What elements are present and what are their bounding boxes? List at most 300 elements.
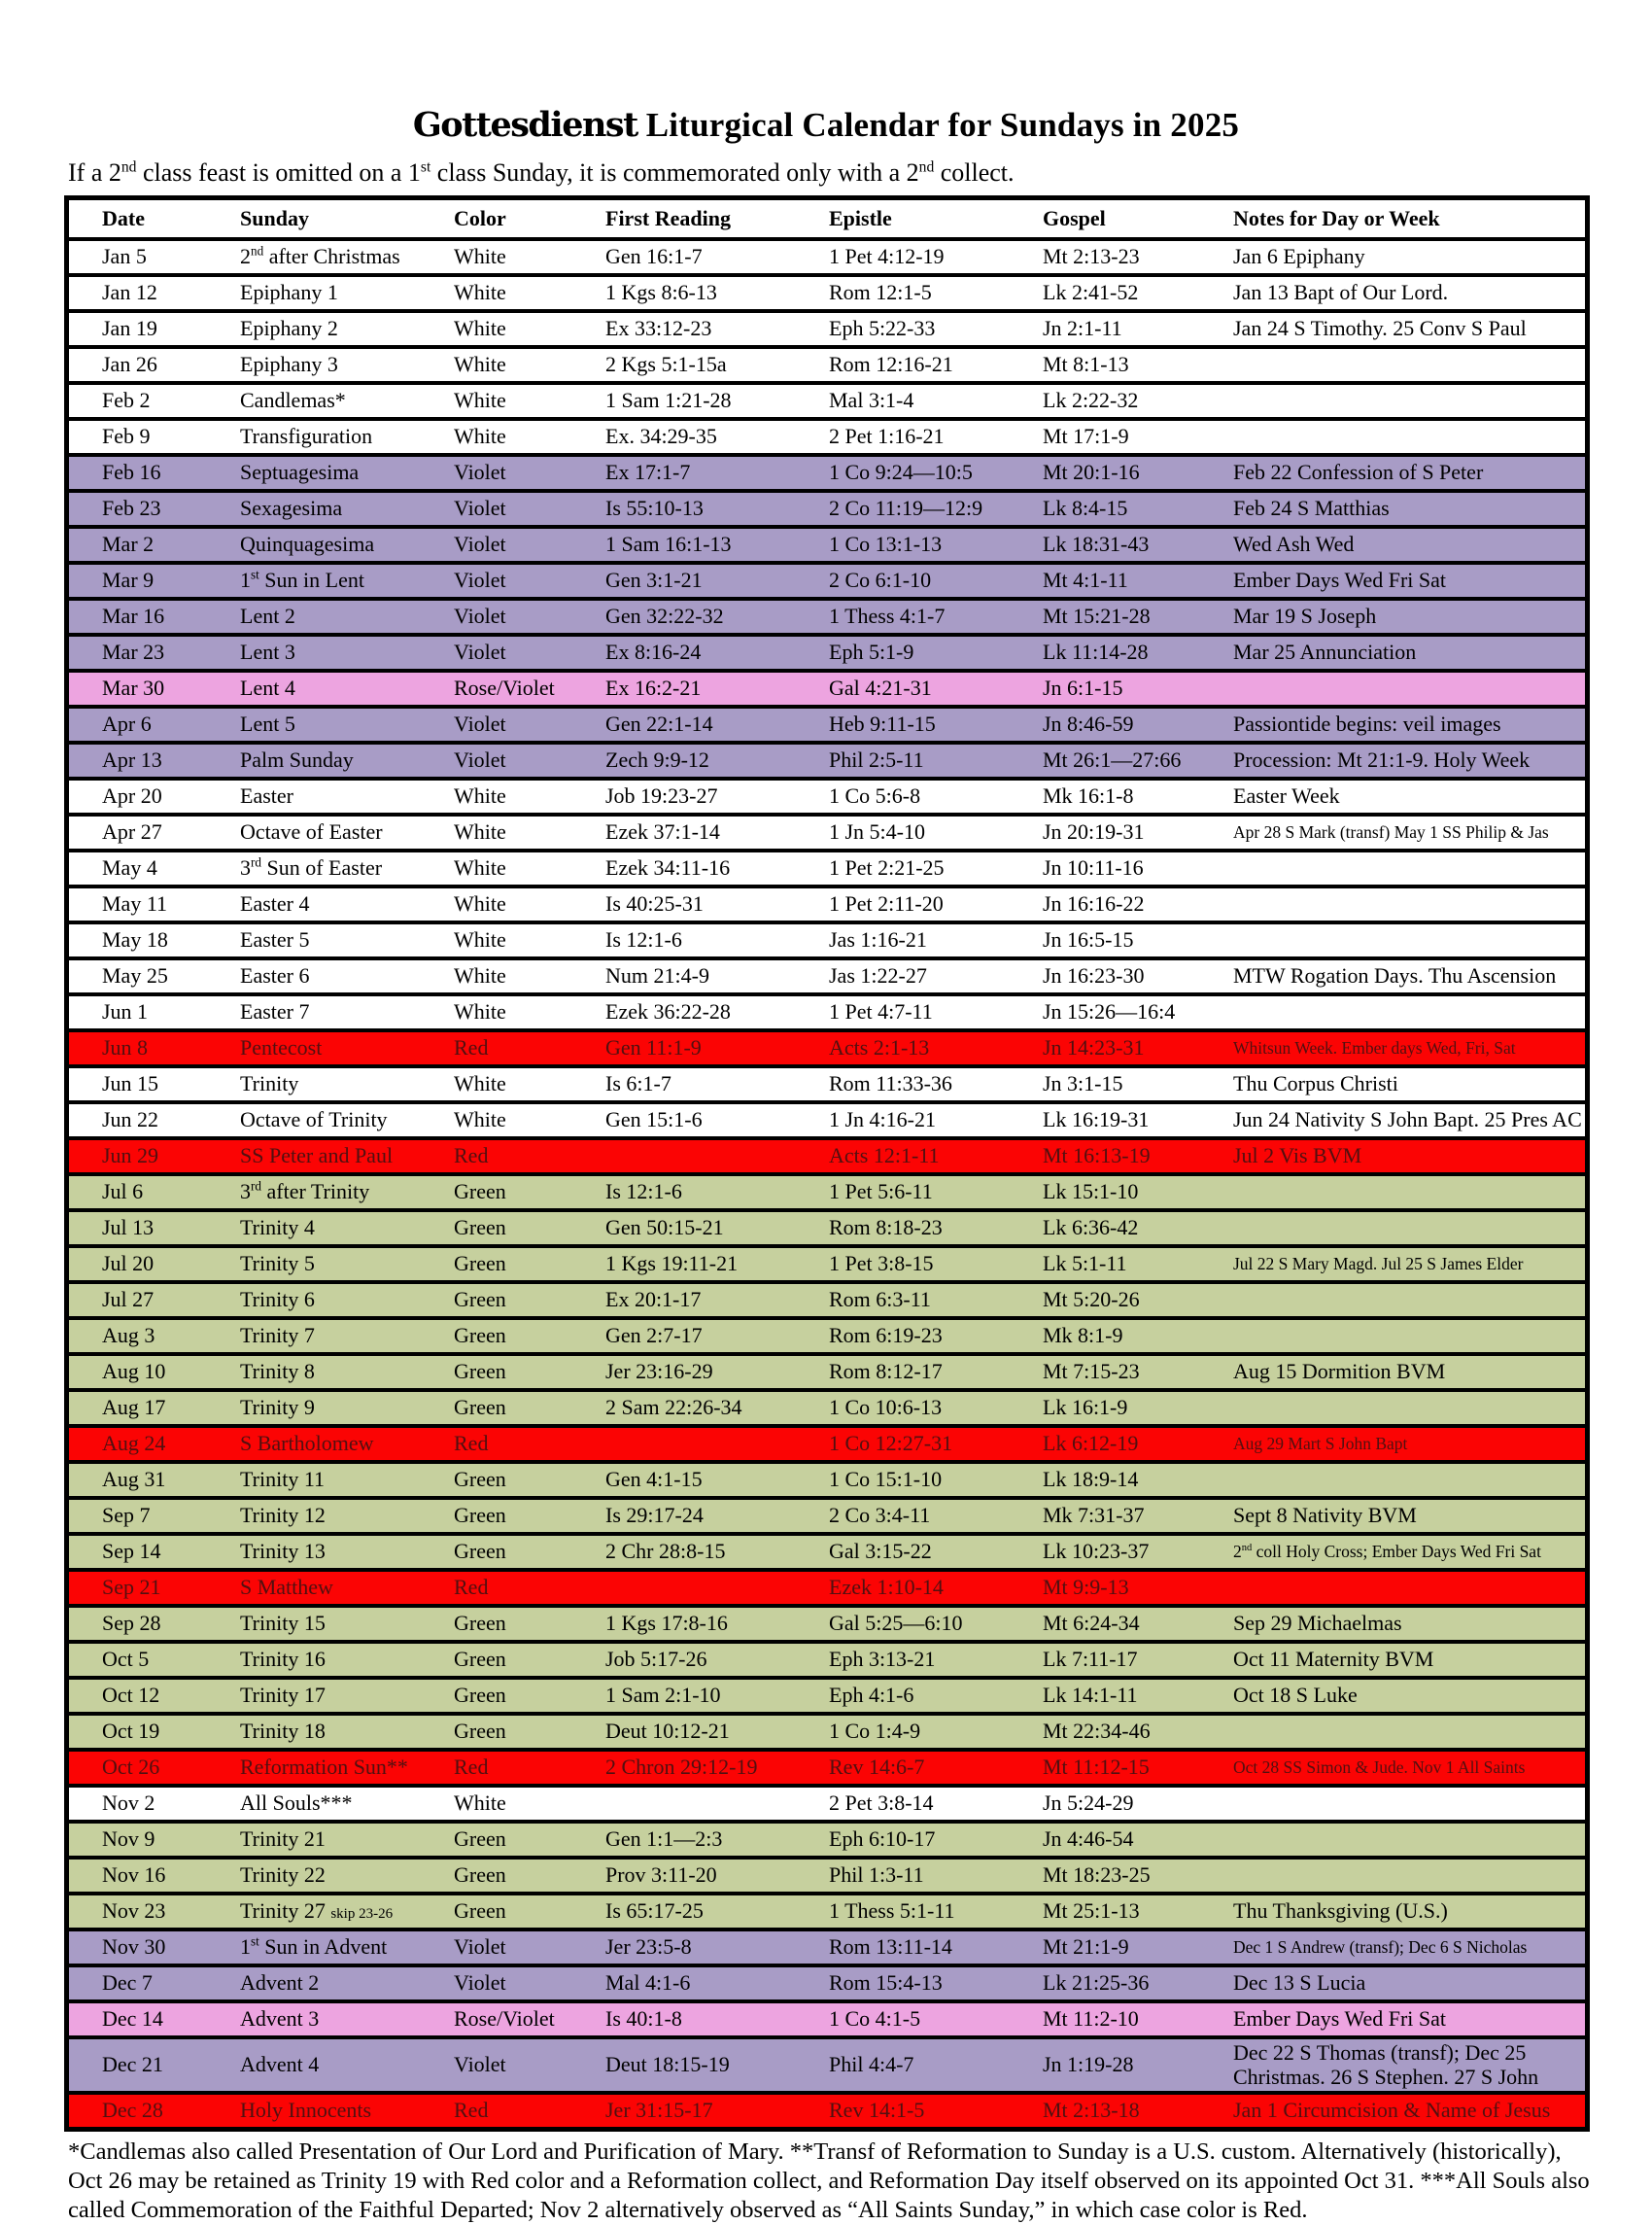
color-cell: White — [454, 963, 506, 989]
first-reading-cell: Is 12:1-6 — [605, 927, 682, 953]
sunday-cell: Sexagesima — [240, 496, 343, 521]
table-row — [67, 671, 1588, 707]
date-cell: Oct 12 — [102, 1683, 160, 1708]
sunday-cell: Trinity 27 skip 23-26 — [240, 1898, 394, 1924]
date-cell: Jul 13 — [102, 1215, 155, 1240]
col-header-color: Color — [454, 205, 506, 230]
first-reading-cell: Is 6:1-7 — [605, 1071, 671, 1096]
color-cell: Violet — [454, 1934, 506, 1960]
gospel-cell: Jn 3:1-15 — [1043, 1071, 1123, 1096]
sunday-cell: Trinity 8 — [240, 1359, 315, 1384]
date-cell: Jun 22 — [102, 1107, 159, 1132]
table-row — [67, 994, 1588, 1030]
table-row — [67, 1858, 1588, 1894]
epistle-cell: Eph 5:1-9 — [829, 640, 914, 665]
notes-cell: Oct 28 SS Simon & Jude. Nov 1 All Saints — [1233, 1756, 1526, 1777]
date-cell: Dec 21 — [102, 2052, 163, 2077]
first-reading-cell: Gen 2:7-17 — [605, 1323, 703, 1348]
date-cell: May 25 — [102, 963, 168, 989]
epistle-cell: Rom 8:18-23 — [829, 1215, 943, 1240]
epistle-cell: Rom 12:1-5 — [829, 280, 932, 305]
first-reading-cell — [600, 1426, 823, 1462]
date-cell: Aug 31 — [102, 1467, 166, 1492]
sunday-cell: Epiphany 2 — [240, 316, 338, 341]
first-reading-cell: Ezek 34:11-16 — [605, 855, 731, 881]
gospel-cell: Lk 14:1-11 — [1043, 1683, 1138, 1708]
gospel-cell: Lk 6:12-19 — [1043, 1431, 1139, 1456]
date-cell: Sep 28 — [102, 1611, 161, 1636]
gospel-cell: Lk 6:36-42 — [1043, 1215, 1139, 1240]
color-cell: Green — [454, 1467, 506, 1492]
header-row — [67, 198, 1588, 240]
first-reading-cell: Gen 11:1-9 — [605, 1035, 702, 1060]
epistle-cell: 1 Co 15:1-10 — [829, 1467, 943, 1492]
notes-cell: Aug 29 Mart S John Bapt — [1233, 1433, 1408, 1453]
table-row — [67, 347, 1588, 383]
notes-cell: MTW Rogation Days. Thu Ascension — [1233, 963, 1557, 989]
first-reading-cell: 2 Sam 22:26-34 — [605, 1395, 742, 1420]
notes-cell — [1227, 851, 1588, 887]
table-row — [67, 419, 1588, 455]
gospel-cell: Jn 16:16-22 — [1043, 891, 1145, 917]
date-cell: May 18 — [102, 927, 168, 953]
color-cell: White — [454, 999, 506, 1025]
epistle-cell: Gal 4:21-31 — [829, 676, 932, 701]
date-cell: Jul 6 — [102, 1179, 144, 1204]
table-row — [67, 1750, 1588, 1786]
notes-cell — [1227, 347, 1588, 383]
notes-cell — [1227, 1462, 1588, 1498]
notes-cell: Sept 8 Nativity BVM — [1233, 1503, 1417, 1528]
date-cell: Apr 20 — [102, 783, 162, 809]
first-reading-cell: 1 Kgs 17:8-16 — [605, 1611, 728, 1636]
notes-cell — [1227, 1570, 1588, 1606]
first-reading-cell: Ezek 37:1-14 — [605, 819, 720, 845]
sunday-cell: Trinity — [240, 1071, 299, 1096]
epistle-cell: Phil 2:5-11 — [829, 747, 924, 773]
epistle-cell: Acts 12:1-11 — [829, 1143, 940, 1168]
epistle-cell: Ezek 1:10-14 — [829, 1575, 944, 1600]
notes-cell: Easter Week — [1233, 783, 1340, 809]
date-cell: Sep 14 — [102, 1539, 161, 1564]
epistle-cell: 2 Co 11:19—12:9 — [829, 496, 983, 521]
table-row — [67, 491, 1588, 527]
table-row — [67, 887, 1588, 922]
gospel-cell: Mt 15:21-28 — [1043, 604, 1151, 629]
color-cell: White — [454, 891, 506, 917]
table-row — [67, 1246, 1588, 1282]
sunday-cell: Trinity 9 — [240, 1395, 315, 1420]
color-cell: White — [454, 1107, 506, 1132]
sunday-cell: Octave of Easter — [240, 819, 383, 845]
color-cell: Green — [454, 1359, 506, 1384]
color-cell: White — [454, 280, 506, 305]
first-reading-cell: Zech 9:9-12 — [605, 747, 709, 773]
notes-cell: Jul 2 Vis BVM — [1233, 1143, 1362, 1168]
first-reading-cell — [600, 1786, 823, 1822]
gospel-cell: Mt 17:1-9 — [1043, 424, 1129, 449]
notes-cell: Wed Ash Wed — [1233, 532, 1355, 557]
epistle-cell: Rom 11:33-36 — [829, 1071, 952, 1096]
sunday-cell: Trinity 11 — [240, 1467, 326, 1492]
color-cell: Violet — [454, 640, 506, 665]
color-cell: Rose/Violet — [454, 2006, 555, 2032]
first-reading-cell: Is 40:25-31 — [605, 891, 704, 917]
sunday-cell: Advent 4 — [240, 2052, 320, 2077]
sunday-cell: Trinity 15 — [240, 1611, 326, 1636]
gospel-cell: Mt 11:2-10 — [1043, 2006, 1139, 2032]
color-cell: Violet — [454, 747, 506, 773]
notes-cell: Sep 29 Michaelmas — [1233, 1611, 1402, 1636]
color-cell: Violet — [454, 532, 506, 557]
epistle-cell: Rom 15:4-13 — [829, 1970, 943, 1996]
notes-cell: Ember Days Wed Fri Sat — [1233, 568, 1447, 593]
color-cell: Green — [454, 1683, 506, 1708]
epistle-cell: 1 Co 1:4-9 — [829, 1719, 921, 1744]
gospel-cell: Lk 18:9-14 — [1043, 1467, 1139, 1492]
notes-cell: Aug 15 Dormition BVM — [1233, 1359, 1446, 1384]
notes-cell: Procession: Mt 21:1-9. Holy Week — [1233, 747, 1531, 773]
color-cell: White — [454, 855, 506, 881]
table-row — [67, 779, 1588, 815]
sunday-cell: Lent 3 — [240, 640, 295, 665]
date-cell: Jan 26 — [102, 352, 157, 377]
first-reading-cell — [600, 1570, 823, 1606]
date-cell: Nov 30 — [102, 1934, 166, 1960]
sunday-cell: Octave of Trinity — [240, 1107, 388, 1132]
color-cell: Green — [454, 1862, 506, 1888]
epistle-cell: Eph 6:10-17 — [829, 1826, 936, 1852]
date-cell: Dec 28 — [102, 2098, 163, 2123]
date-cell: Dec 7 — [102, 1970, 153, 1996]
date-cell: Mar 30 — [102, 676, 165, 701]
first-reading-cell — [600, 1138, 823, 1174]
color-cell: Green — [454, 1898, 506, 1924]
color-cell: Green — [454, 1503, 506, 1528]
epistle-cell: 1 Co 12:27-31 — [829, 1431, 953, 1456]
notes-cell — [1227, 1174, 1588, 1210]
col-header-sunday: Sunday — [240, 205, 309, 230]
sunday-cell: Trinity 7 — [240, 1323, 315, 1348]
sunday-cell: S Bartholomew — [240, 1431, 374, 1456]
epistle-cell: Rom 6:19-23 — [829, 1323, 943, 1348]
gospel-cell: Lk 16:19-31 — [1043, 1107, 1150, 1132]
first-reading-cell: Is 12:1-6 — [605, 1179, 682, 1204]
notes-cell — [1227, 922, 1588, 958]
table-row — [67, 1786, 1588, 1822]
date-cell: Jul 27 — [102, 1287, 155, 1312]
date-cell: Sep 7 — [102, 1503, 151, 1528]
table-row — [67, 1210, 1588, 1246]
first-reading-cell: Num 21:4-9 — [605, 963, 709, 989]
table-row — [67, 1318, 1588, 1354]
gospel-cell: Mt 25:1-13 — [1043, 1898, 1140, 1924]
sunday-cell: Reformation Sun** — [240, 1755, 408, 1780]
epistle-cell: Eph 5:22-33 — [829, 316, 936, 341]
gospel-cell: Jn 4:46-54 — [1043, 1826, 1134, 1852]
color-cell: Red — [454, 1575, 489, 1600]
notes-cell: Dec 13 S Lucia — [1233, 1970, 1366, 1996]
sunday-cell: All Souls*** — [240, 1790, 353, 1816]
epistle-cell: Rom 8:12-17 — [829, 1359, 943, 1384]
notes-cell: Mar 25 Annunciation — [1233, 640, 1417, 665]
epistle-cell: 1 Co 9:24—10:5 — [829, 460, 973, 485]
first-reading-cell: 1 Sam 1:21-28 — [605, 388, 732, 413]
date-cell: Oct 26 — [102, 1755, 160, 1780]
color-cell: Violet — [454, 604, 506, 629]
color-cell: Violet — [454, 568, 506, 593]
gospel-cell: Jn 10:11-16 — [1043, 855, 1144, 881]
table-row — [67, 1426, 1588, 1462]
first-reading-cell: Ex 8:16-24 — [605, 640, 702, 665]
epistle-cell: 1 Pet 4:12-19 — [829, 244, 945, 269]
gospel-cell: Mt 22:34-46 — [1043, 1719, 1151, 1744]
first-reading-cell: Ezek 36:22-28 — [605, 999, 731, 1025]
notes-cell — [1227, 1318, 1588, 1354]
color-cell: Green — [454, 1287, 506, 1312]
notes-cell: Jan 1 Circumcision & Name of Jesus — [1233, 2098, 1551, 2123]
epistle-cell: 2 Co 6:1-10 — [829, 568, 932, 593]
date-cell: Dec 14 — [102, 2006, 163, 2032]
table-row — [67, 635, 1588, 671]
first-reading-cell: Gen 32:22-32 — [605, 604, 724, 629]
first-reading-cell: Ex 16:2-21 — [605, 676, 702, 701]
epistle-cell: 2 Pet 3:8-14 — [829, 1790, 934, 1816]
color-cell: Violet — [454, 460, 506, 485]
sunday-cell: Advent 2 — [240, 1970, 320, 1996]
footnote: *Candlemas also called Presentation of Our Lord and Purification of Mary. **Transf of Reformation to Sunday is a U.S. custom. Alternatively (historically), Oct 26 may be retained as Trinity 19 with Red color and a Reformation collect, and Reformation Day itself observed on its appointed Oct 31. ***All Souls also called Commemoration of the Faithful Departed; Nov 2 alternatively observed as “All Saints Sunday,” in which case color is Red. — [68, 2138, 1590, 2223]
sunday-cell: 1st Sun in Lent — [240, 567, 364, 593]
color-cell: White — [454, 1071, 506, 1096]
date-cell: Oct 19 — [102, 1719, 160, 1744]
gospel-cell: Lk 18:31-43 — [1043, 532, 1150, 557]
table-row — [67, 1462, 1588, 1498]
table-row — [67, 383, 1588, 419]
subtitle-text: collect. — [934, 158, 1015, 187]
color-cell: Red — [454, 2098, 489, 2123]
sunday-cell: 1st Sun in Advent — [240, 1933, 388, 1960]
gospel-cell: Jn 8:46-59 — [1043, 712, 1134, 737]
gospel-cell: Mt 6:24-34 — [1043, 1611, 1140, 1636]
sunday-cell: Easter 6 — [240, 963, 310, 989]
date-cell: Mar 16 — [102, 604, 165, 629]
first-reading-cell: Is 29:17-24 — [605, 1503, 704, 1528]
date-cell: Mar 23 — [102, 640, 165, 665]
gospel-cell: Mt 2:13-23 — [1043, 244, 1140, 269]
first-reading-cell: Jer 31:15-17 — [605, 2098, 713, 2123]
table-row — [67, 1965, 1588, 2001]
gospel-cell: Jn 2:1-11 — [1043, 316, 1122, 341]
sunday-cell: 2nd after Christmas — [240, 243, 400, 269]
sunday-cell: Quinquagesima — [240, 532, 375, 557]
sunday-cell: Holy Innocents — [240, 2098, 372, 2123]
table-row — [67, 2001, 1588, 2037]
epistle-cell: 1 Co 4:1-5 — [829, 2006, 921, 2032]
gospel-cell: Mk 16:1-8 — [1043, 783, 1134, 809]
first-reading-cell: 1 Kgs 8:6-13 — [605, 280, 717, 305]
gospel-cell: Lk 2:41-52 — [1043, 280, 1139, 305]
sunday-cell: S Matthew — [240, 1575, 333, 1600]
gospel-cell: Mt 11:12-15 — [1043, 1755, 1150, 1780]
epistle-cell: 1 Co 10:6-13 — [829, 1395, 943, 1420]
sunday-cell: Lent 2 — [240, 604, 295, 629]
epistle-cell: 1 Jn 5:4-10 — [829, 819, 925, 845]
epistle-cell: 1 Thess 4:1-7 — [829, 604, 946, 629]
table-row — [67, 1570, 1588, 1606]
epistle-cell: Rom 12:16-21 — [829, 352, 953, 377]
first-reading-cell: Gen 1:1—2:3 — [605, 1826, 723, 1852]
notes-cell: Dec 1 S Andrew (transf); Dec 6 S Nicholas — [1233, 1936, 1528, 1957]
epistle-cell: Jas 1:22-27 — [829, 963, 927, 989]
table-row — [67, 2093, 1588, 2130]
col-header-epistle: Epistle — [829, 205, 892, 230]
date-cell: Jan 12 — [102, 280, 157, 305]
table-row — [67, 1822, 1588, 1858]
color-cell: Green — [454, 1539, 506, 1564]
date-cell: Aug 24 — [102, 1431, 166, 1456]
notes-cell: Jan 13 Bapt of Our Lord. — [1233, 280, 1449, 305]
date-cell: Sep 21 — [102, 1575, 161, 1600]
notes-cell: Mar 19 S Joseph — [1233, 604, 1377, 629]
gospel-cell: Lk 2:22-32 — [1043, 388, 1139, 413]
first-reading-cell: Prov 3:11-20 — [605, 1862, 717, 1888]
gospel-cell: Jn 16:23-30 — [1043, 963, 1145, 989]
epistle-cell: 1 Pet 4:7-11 — [829, 999, 933, 1025]
subtitle — [68, 158, 1596, 188]
liturgical-calendar-table — [64, 195, 1590, 2132]
epistle-cell: 1 Pet 5:6-11 — [829, 1179, 933, 1204]
subtitle-superscript: st — [420, 158, 431, 176]
date-cell: Feb 16 — [102, 460, 161, 485]
date-cell: May 4 — [102, 855, 157, 881]
notes-cell: Dec 22 S Thomas (transf); Dec 25 Christmas. 26 S Stephen. 27 S John — [1233, 2040, 1539, 2089]
color-cell: White — [454, 783, 506, 809]
color-cell: White — [454, 1790, 506, 1816]
epistle-cell: Rev 14:6-7 — [829, 1755, 925, 1780]
table-row — [67, 1534, 1588, 1570]
sunday-cell: Trinity 21 — [240, 1826, 326, 1852]
color-cell: White — [454, 388, 506, 413]
sunday-cell: Epiphany 3 — [240, 352, 338, 377]
date-cell: Jun 29 — [102, 1143, 159, 1168]
table-row — [67, 1642, 1588, 1678]
gospel-cell: Jn 14:23-31 — [1043, 1035, 1145, 1060]
date-cell: Apr 27 — [102, 819, 162, 845]
color-cell: White — [454, 316, 506, 341]
color-cell: Green — [454, 1215, 506, 1240]
notes-cell: Jun 24 Nativity S John Bapt. 25 Pres AC — [1233, 1107, 1582, 1132]
gospel-cell: Lk 7:11-17 — [1043, 1647, 1138, 1672]
table-row — [67, 1174, 1588, 1210]
notes-cell — [1227, 1714, 1588, 1750]
notes-cell — [1227, 1822, 1588, 1858]
gospel-cell: Jn 20:19-31 — [1043, 819, 1145, 845]
sunday-cell: Lent 4 — [240, 676, 295, 701]
color-cell: Green — [454, 1611, 506, 1636]
gospel-cell: Jn 16:5-15 — [1043, 927, 1134, 953]
color-cell: Violet — [454, 496, 506, 521]
date-cell: Apr 6 — [102, 712, 152, 737]
first-reading-cell: Jer 23:16-29 — [605, 1359, 713, 1384]
epistle-cell: 1 Pet 2:11-20 — [829, 891, 944, 917]
sunday-cell: Trinity 6 — [240, 1287, 315, 1312]
gospel-cell: Lk 11:14-28 — [1043, 640, 1149, 665]
subtitle-text: class feast is omitted on a 1 — [136, 158, 421, 187]
first-reading-cell: Jer 23:5-8 — [605, 1934, 692, 1960]
date-cell: Jan 5 — [102, 244, 147, 269]
gospel-cell: Mt 16:13-19 — [1043, 1143, 1151, 1168]
first-reading-cell: Job 19:23-27 — [605, 783, 718, 809]
sunday-cell: Palm Sunday — [240, 747, 354, 773]
date-cell: Jun 1 — [102, 999, 149, 1025]
table-row — [67, 1354, 1588, 1390]
date-cell: Aug 17 — [102, 1395, 166, 1420]
sunday-cell: Easter — [240, 783, 293, 809]
epistle-cell: Rom 13:11-14 — [829, 1934, 952, 1960]
color-cell: Green — [454, 1323, 506, 1348]
first-reading-cell: Gen 22:1-14 — [605, 712, 713, 737]
color-cell: Violet — [454, 712, 506, 737]
color-cell: Red — [454, 1035, 489, 1060]
table-row — [67, 1030, 1588, 1066]
first-reading-cell: 1 Kgs 19:11-21 — [605, 1251, 739, 1276]
subtitle-superscript: nd — [918, 158, 935, 176]
epistle-cell: Jas 1:16-21 — [829, 927, 927, 953]
gospel-cell: Mt 5:20-26 — [1043, 1287, 1140, 1312]
first-reading-cell: 1 Sam 2:1-10 — [605, 1683, 721, 1708]
color-cell: White — [454, 424, 506, 449]
sunday-cell: Candlemas* — [240, 388, 346, 413]
table-row — [67, 239, 1588, 275]
sunday-cell: Trinity 4 — [240, 1215, 315, 1240]
calendar-body — [67, 239, 1588, 2130]
epistle-cell: 1 Co 13:1-13 — [829, 532, 943, 557]
brand-name: Gottesdienst — [412, 105, 637, 145]
col-header-date: Date — [102, 205, 145, 230]
date-cell: Oct 5 — [102, 1647, 150, 1672]
first-reading-cell: Deut 18:15-19 — [605, 2052, 730, 2077]
table-header — [67, 198, 1588, 240]
epistle-cell: Phil 1:3-11 — [829, 1862, 924, 1888]
table-row — [67, 1282, 1588, 1318]
date-cell: Nov 2 — [102, 1790, 155, 1816]
sunday-cell: SS Peter and Paul — [240, 1143, 394, 1168]
date-cell: May 11 — [102, 891, 168, 917]
notes-cell — [1227, 994, 1588, 1030]
epistle-cell: 1 Pet 2:21-25 — [829, 855, 945, 881]
sunday-cell: Epiphany 1 — [240, 280, 338, 305]
epistle-cell: 1 Jn 4:16-21 — [829, 1107, 936, 1132]
notes-cell: 2nd coll Holy Cross; Ember Days Wed Fri Sat — [1233, 1541, 1541, 1561]
first-reading-cell: Gen 3:1-21 — [605, 568, 703, 593]
notes-cell — [1227, 1858, 1588, 1894]
notes-cell — [1227, 1390, 1588, 1426]
gospel-cell: Mt 9:9-13 — [1043, 1575, 1129, 1600]
date-cell: Aug 10 — [102, 1359, 166, 1384]
epistle-cell: Gal 5:25—6:10 — [829, 1611, 963, 1636]
epistle-cell: 2 Co 3:4-11 — [829, 1503, 931, 1528]
table-row — [67, 1390, 1588, 1426]
gospel-cell: Mt 18:23-25 — [1043, 1862, 1151, 1888]
first-reading-cell: 2 Kgs 5:1-15a — [605, 352, 727, 377]
color-cell: White — [454, 352, 506, 377]
notes-cell — [1227, 419, 1588, 455]
first-reading-cell: Deut 10:12-21 — [605, 1719, 730, 1744]
gospel-cell: Mt 20:1-16 — [1043, 460, 1140, 485]
table-row — [67, 1498, 1588, 1534]
sunday-cell: Transfiguration — [240, 424, 373, 449]
sunday-cell: Septuagesima — [240, 460, 360, 485]
